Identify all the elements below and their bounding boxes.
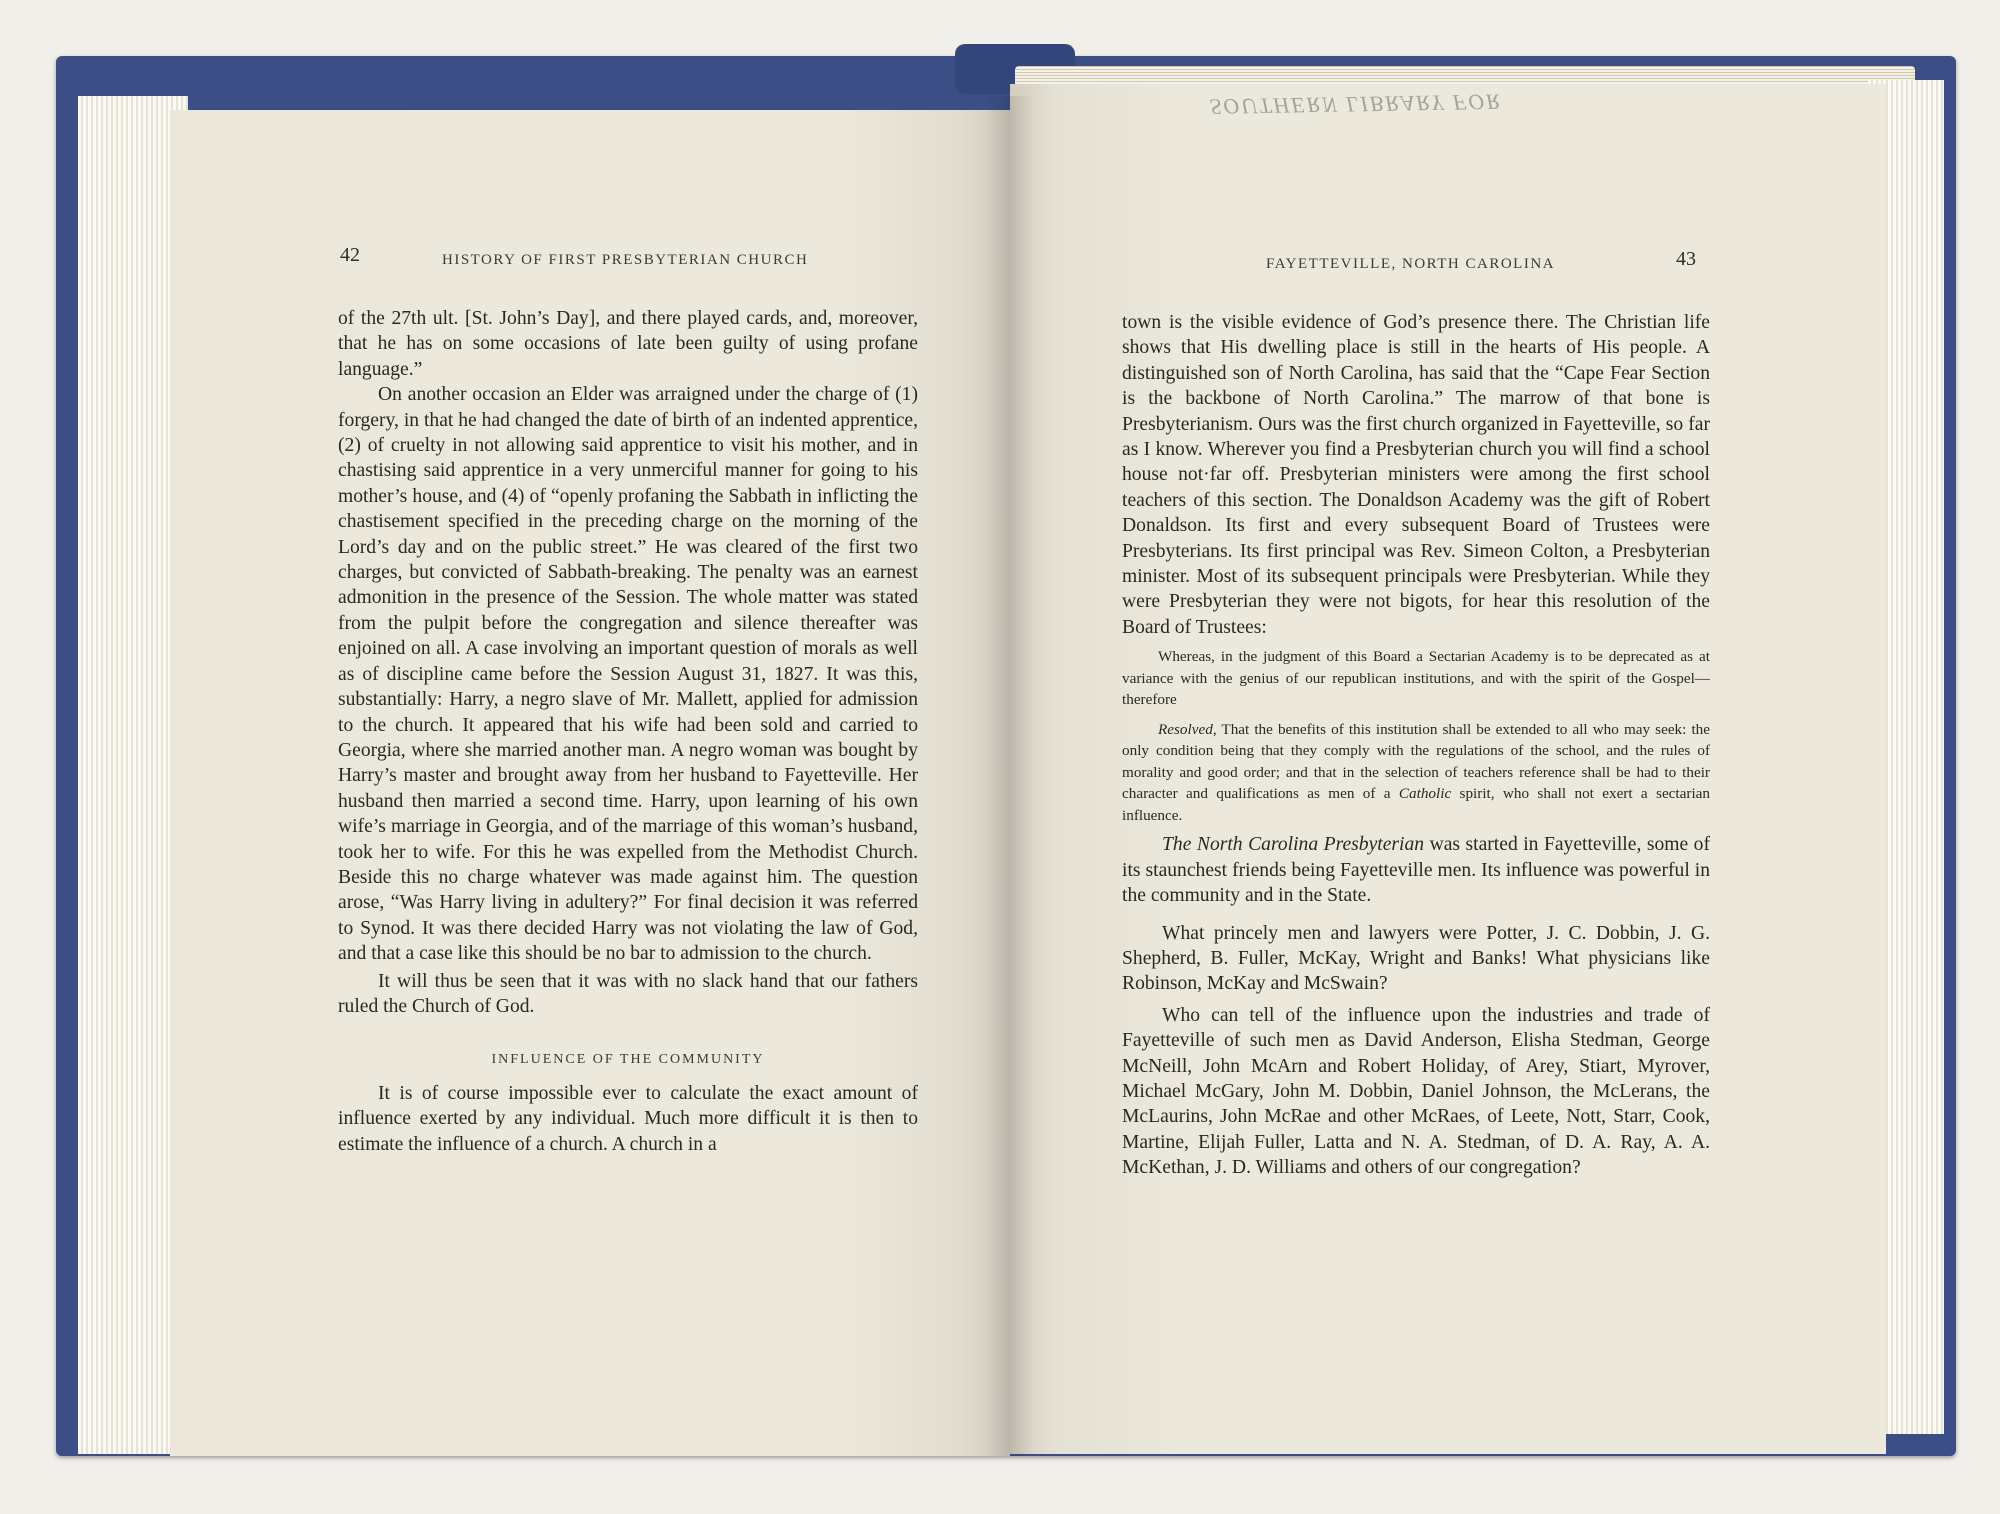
quote-italic: Catholic: [1398, 785, 1452, 803]
quote-text: spirit, who shall not exert a sectarian influence.: [1122, 785, 1710, 824]
quote-lead: Resolved,: [1158, 720, 1217, 738]
right-page: [1010, 84, 1886, 1454]
paragraph: Who can tell of the influence upon the industries and trade of Fayetteville of such men as David Anderson, Elisha Stedman, George McNeill, John McArn and Robert Holiday, of Arey, Stiart, Myrover, Michael McGary, John M. Dobbin, Daniel Johnson, the McLerans, the McLaurins, John McRae and other McRaes, of Leete, Nott, Starr, Cook, Martine, Elijah Fuller, Latta and N. A. Stedman, of D. A. Ray, A. A. McKethan, J. D. Williams and others of our congregation?: [1122, 1004, 1710, 1179]
paragraph: It will thus be seen that it was with no slack hand that our fathers ruled the Church of God.: [338, 970, 918, 1017]
newspaper-title: The North Carolina Presbyterian: [1162, 834, 1425, 856]
paragraph-text: was started in Fayetteville, some of its staunchest friends being Fayetteville men. Its influence was powerful in the community and in the State.: [1122, 834, 1710, 907]
block-quote: [1122, 646, 1710, 826]
running-head-left: HISTORY OF FIRST PRESBYTERIAN CHURCH: [442, 252, 809, 268]
gutter-shadow: [985, 96, 1035, 1456]
left-body-text: [338, 306, 918, 1157]
left-page: [170, 110, 1010, 1456]
right-body-text: [1122, 310, 1710, 1181]
paragraph: It is of course impossible ever to calculate the exact amount of influence exerted by any individual. Much more difficult it is then to estimate the influence of a church. A church in a: [338, 1082, 918, 1155]
page-number-left: 42: [340, 244, 360, 266]
paragraph: town is the visible evidence of God’s presence there. The Christian life shows that His dwelling place is still in the hearts of His people. A distinguished son of North Carolina, has said that the “Cape Fear Section is the backbone of North Carolina.” The marrow of that bone is Presbyterianism. Ours was the first church organized in Fayetteville, so far as I know. Wherever you find a Presbyterian church you will find a school house not·far off. Presbyterian ministers were among the first school teachers of this section. The Donaldson Academy was the gift of Robert Donaldson. Its first and every subsequent Board of Trustees were Presbyterians. Its first principal was Rev. Simeon Colton, a Presbyterian minister. Most of its subsequent principals were Presbyterian. While they were Presbyterian they were not bigots, for hear this resolution of the Board of Trustees:: [1122, 312, 1710, 638]
bleed-through-text: SOUTHERN LIBRARY FOR: [1209, 89, 1502, 120]
section-title: INFLUENCE OF THE COMMUNITY: [491, 1052, 765, 1068]
paragraph: On another occasion an Elder was arraigned under the charge of (1) forgery, in that he had changed the date of birth of an indented apprentice, (2) of cruelty in not allowing said apprentice to visit his mother, and in chastising said apprentice in a very unmerciful manner for going to his mother’s house, and (4) of “openly profaning the Sabbath in inflicting the chastisement specified in the preceding charge on the morning of the Lord’s day and on the public street.” He was cleared of the first two charges, but convicted of Sabbath-breaking. The penalty was an earnest admonition in the presence of the Session. The whole matter was stated from the pulpit before the congregation and silence thereafter was enjoined on all. A case involving an important question of morals as well as of discipline came before the Session August 31, 1827. It was this, substantially: Harry, a negro slave of Mr. Mallett, applied for admission to the church. It appeared that his wife had been sold and carried to Georgia, where she married another man. A negro woman was bought by Harry’s master and brought away from her husband to Fayetteville. Her husband then married a second time. Harry, upon learning of his own wife’s marriage in Georgia, and of the marriage of this woman’s husband, took her to wife. For this he was expelled from the Methodist Church. Beside this no charge whatever was made against him. The question arose, “Was Harry living in adultery?” For final decision it was referred to Synod. It was there decided Harry was not violating the law of God, and that a case like this should be no bar to admission to the church.: [338, 384, 918, 965]
quote-paragraph: Whereas, in the judgment of this Board a Sectarian Academy is to be deprecated as at variance with the genius of our republican institutions, and with the spirit of the Gospel—therefore: [1122, 648, 1710, 709]
page-number-right: 43: [1676, 248, 1696, 270]
running-head-right: FAYETTEVILLE, NORTH CAROLINA: [1266, 256, 1555, 272]
quote-text: That the benefits of this institution shall be extended to all who may seek: the only condition being that they comply with the regulations of the school, and the rules of morality and good order; and that in the selection of teachers reference shall be had to their character and qualifications as men of a: [1122, 720, 1710, 803]
paragraph: of the 27th ult. [St. John’s Day], and there played cards, and, moreover, that he has on some occasions of late been guilty of using profane language.”: [338, 308, 918, 380]
paragraph: [1122, 832, 1710, 908]
quote-paragraph: [1122, 719, 1710, 827]
paragraph: What princely men and lawyers were Potter, J. C. Dobbin, J. G. Shepherd, B. Fuller, McKay, Wright and Banks! What physicians like Robinson, McKay and McSwain?: [1122, 922, 1710, 995]
